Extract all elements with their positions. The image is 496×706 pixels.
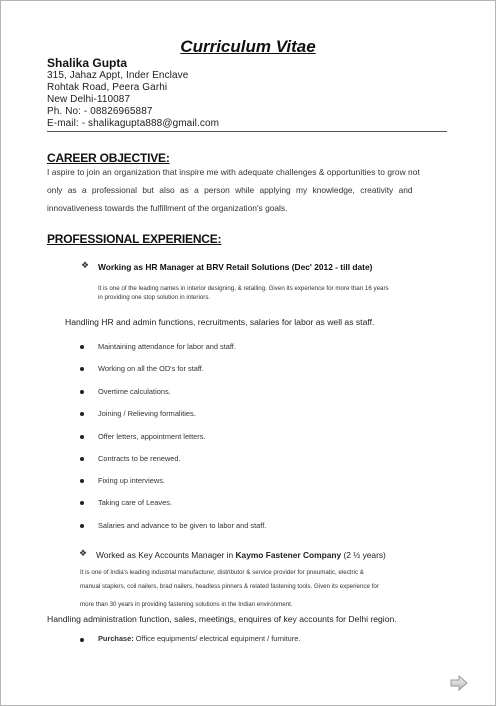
bullet-icon: [80, 524, 84, 528]
job-1-description-line-1: It is one of the leading names in interior designing, & retailing. Given its experience for more than 16 years: [98, 285, 389, 292]
next-arrow-icon[interactable]: [450, 675, 468, 695]
bullet-icon: [80, 457, 84, 461]
address-line-2: Rohtak Road, Peera Garhi: [47, 82, 168, 93]
career-objective-line-2: only as a professional but also as a person while applying my knowledge, creativity and: [47, 185, 413, 195]
job-2-summary: Handling administration function, sales, meetings, enquires of key accounts for Delhi region.: [47, 614, 397, 624]
bullet-icon: [80, 479, 84, 483]
bullet-icon: [80, 501, 84, 505]
email-address: E-mail: - shalikagupta888@gmail.com: [47, 118, 220, 129]
bullet-icon: [80, 390, 84, 394]
job-2-title: Worked as Key Accounts Manager in Kaymo Fastener Company (2 ½ years): [96, 550, 386, 560]
bullet-icon: [80, 345, 84, 349]
bullet-icon: [80, 367, 84, 371]
phone-number: Ph. No: - 08826965887: [47, 106, 153, 117]
bullet-icon: [80, 435, 84, 439]
job-2-description-line-3: more than 30 years in providing fastening solutions in the Indian environment.: [80, 601, 293, 608]
duty-item: Maintaining attendance for labor and staff.: [98, 342, 236, 351]
career-objective-line-3: innovativeness towards the fulfillment of the organization's goals.: [47, 203, 288, 213]
job-1-title: Working as HR Manager at BRV Retail Solutions (Dec' 2012 - till date): [98, 262, 373, 272]
job-1-summary: Handling HR and admin functions, recruitments, salaries for labor as well as staff.: [65, 317, 375, 327]
career-objective-line-1: I aspire to join an organization that inspire me with adequate challenges & opportunities to grow not: [47, 167, 420, 177]
bullet-icon: [80, 638, 84, 642]
duty-item: Salaries and advance to be given to labor and staff.: [98, 521, 267, 530]
header-divider: [47, 131, 447, 132]
duty-item: Taking care of Leaves.: [98, 498, 172, 507]
applicant-name: Shalika Gupta: [47, 56, 128, 70]
duty-item: Offer letters, appointment letters.: [98, 432, 206, 441]
career-objective-heading: CAREER OBJECTIVE:: [47, 151, 170, 165]
address-line-1: 315, Jahaz Appt, Inder Enclave: [47, 70, 189, 81]
duty-item: Joining / Relieving formalities.: [98, 409, 196, 418]
duty-item: Overtime calculations.: [98, 387, 171, 396]
bullet-icon: [80, 412, 84, 416]
diamond-bullet-icon: ❖: [79, 549, 88, 559]
duty-item: Contracts to be renewed.: [98, 454, 181, 463]
duty-item: Working on all the OD's for staff.: [98, 364, 204, 373]
address-line-3: New Delhi-110087: [47, 94, 131, 105]
professional-experience-heading: PROFESSIONAL EXPERIENCE:: [47, 232, 222, 246]
duty-item: Fixing up interviews.: [98, 476, 165, 485]
job-2-description-line-2: manual staplers, coil nailers, brad nailers, headless pinners & related fastening tools. Given its experience for: [80, 583, 379, 590]
job-2-description-line-1: It is one of India's leading industrial manufacturer, distributor & service provider for pneumatic, electric &: [80, 569, 364, 576]
document-title: Curriculum Vitae: [180, 37, 316, 56]
job-1-description-line-2: in providing one stop solution in interiors.: [98, 294, 211, 301]
purchase-item: Purchase: Office equipments/ electrical equipment / furniture.: [98, 634, 301, 643]
diamond-bullet-icon: ❖: [81, 261, 90, 271]
